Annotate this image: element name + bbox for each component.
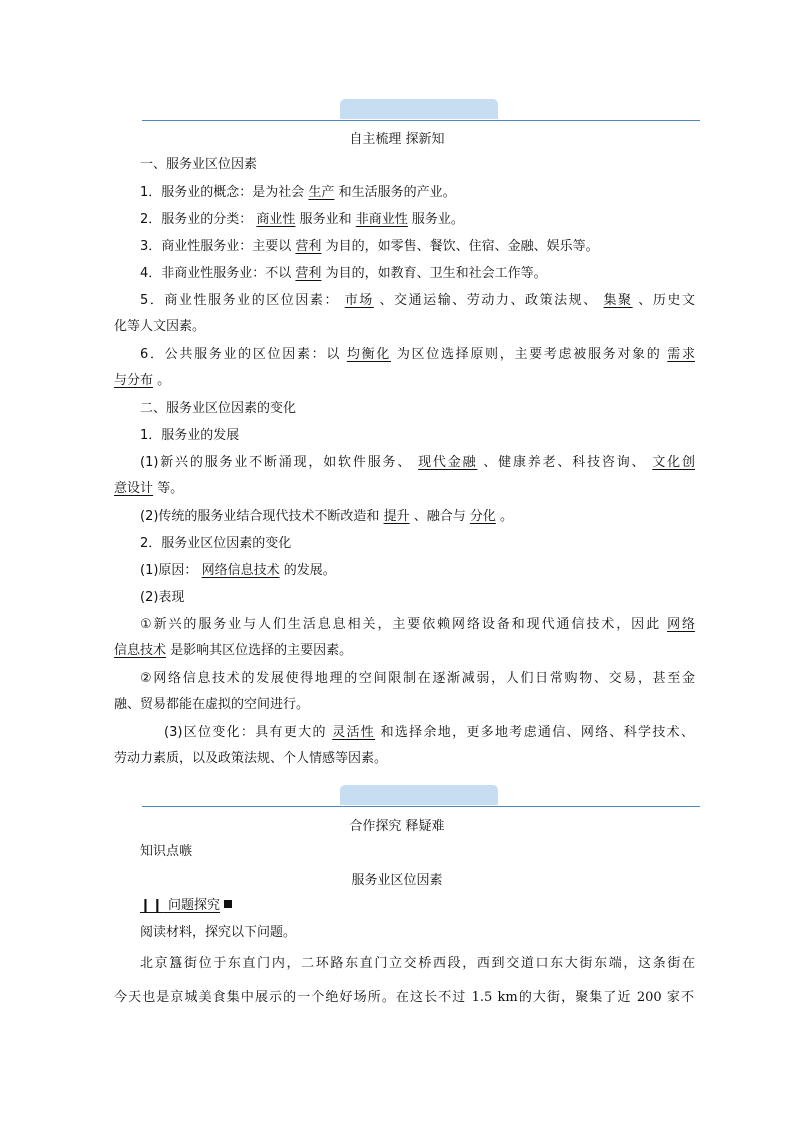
material-line-2: 今天也是京城美食集中展示的一个绝好场所。在这长不过 1.5 km的大街，聚集了近 200 家不 [114, 990, 694, 1005]
paragraph-7: (1)新兴的服务业不断涌现，如软件服务、 现代金融 、健康养老、科技咨询、 文化创 [140, 455, 695, 470]
paragraph-7-cont: 意设计 等。 [114, 481, 184, 496]
paragraph-9: (1)原因： 网络信息技术 的发展。 [140, 563, 336, 578]
section-header-band [142, 99, 700, 121]
header-tab-2 [340, 785, 498, 805]
paragraph-3: 3．商业性服务业：主要以 营利 为目的，如零售、餐饮、住宿、金融、娱乐等。 [140, 239, 599, 254]
header-rule [142, 120, 700, 121]
section-title-2: 合作探究 释疑难 [349, 819, 445, 834]
paragraph-6: 6．公共服务业的区位因素：以 均衡化 为区位选择原则，主要考虑被服务对象的 需求 [140, 347, 695, 362]
paragraph-13-cont: 劳动力素质，以及政策法规、个人情感等因素。 [114, 751, 388, 766]
square-icon [224, 900, 232, 908]
heading-1: 一、服务业区位因素 [140, 157, 258, 172]
header-rule-2 [142, 806, 700, 807]
section-header-band-2 [142, 785, 700, 807]
paragraph-11: ①新兴的服务业与人们生活息息相关，主要依赖网络设备和现代通信技术，因此 网络 [140, 617, 695, 632]
paragraph-12-cont: 融、贸易都能在虚拟的空间进行。 [114, 697, 310, 712]
paragraph-2: 2．服务业的分类： 商业性 服务业和 非商业性 服务业。 [140, 212, 464, 227]
paragraph-10: (2)表现 [140, 590, 185, 605]
paragraph-12: ②网络信息技术的发展使得地理的空间限制在逐渐减弱，人们日常购物、交易，甚至金 [140, 671, 695, 686]
problem-tag [140, 896, 695, 916]
paragraph-5-cont: 化等人文因素。 [114, 319, 206, 334]
problem-tag-label: ❙❙ 问题探究 [140, 898, 220, 913]
paragraph-8: (2)传统的服务业结合现代技术不断改造和 提升 、融合与 分化 。 [140, 509, 514, 524]
paragraph-5: 5．商业性服务业的区位因素： 市场 、交通运输、劳动力、政策法规、 集聚 、历史文 [140, 293, 695, 308]
subheading-1: 1．服务业的发展 [140, 428, 240, 443]
instruction: 阅读材料，探究以下问题。 [140, 925, 297, 940]
header-tab [340, 99, 498, 119]
heading-2: 二、服务业区位因素的变化 [140, 401, 297, 416]
section-title: 自主梳理 探新知 [349, 132, 445, 147]
paragraph-11-cont: 信息技术 是影响其区位选择的主要因素。 [114, 643, 353, 658]
paragraph-6-cont: 与分布 。 [114, 373, 171, 388]
knowledge-point-label: 知识点嗾 [140, 844, 193, 859]
paragraph-13: (3)区位变化：具有更大的 灵活性 和选择余地，更多地考虑通信、网络、科学技术、 [164, 725, 694, 740]
subheading-2: 2．服务业区位因素的变化 [140, 536, 292, 551]
topic-subtitle: 服务业区位因素 [351, 873, 443, 888]
material-line-1: 北京簋街位于东直门内，二环路东直门立交桥西段，西到交道口东大街东端，这条街在 [140, 956, 695, 971]
paragraph-4: 4．非商业性服务业：不以 营利 为目的，如教育、卫生和社会工作等。 [140, 266, 547, 281]
paragraph-1: 1．服务业的概念：是为社会 生产 和生活服务的产业。 [140, 185, 456, 200]
